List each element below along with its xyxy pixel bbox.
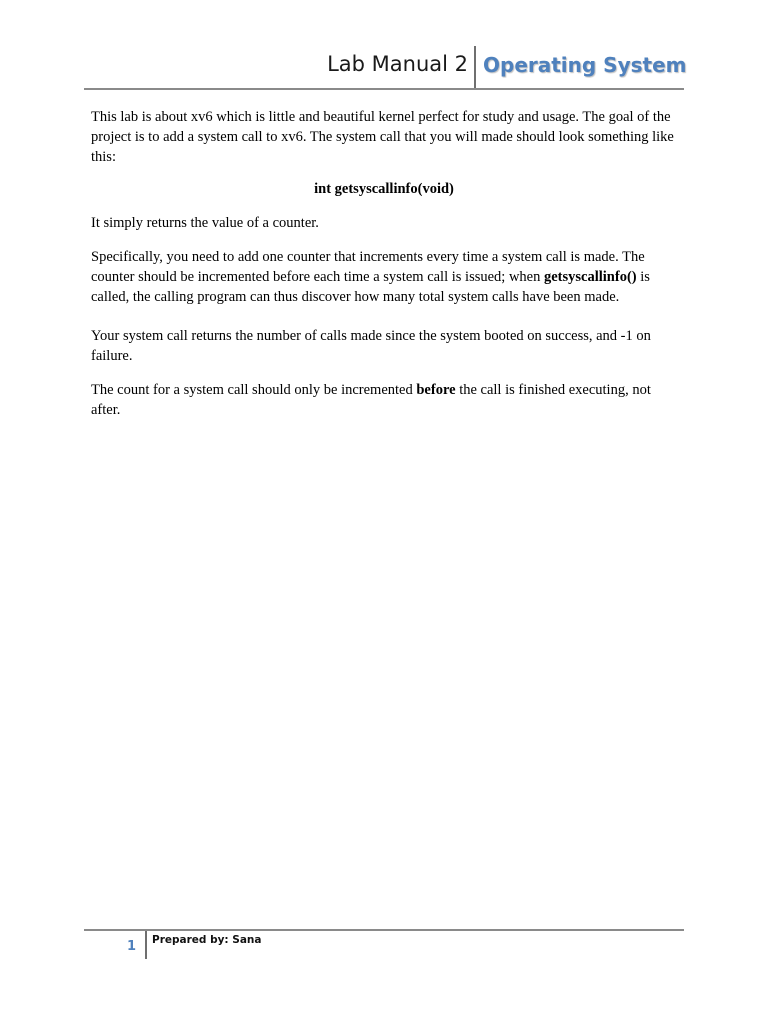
header-subject: Operating System xyxy=(483,53,687,77)
specification-text-before: Specifically, you need to add one counter that increments every time a system call is made. The counter should be incremented before each time a system call is issued; when xyxy=(91,249,645,285)
header-rule xyxy=(84,88,684,90)
specification-text-after: is called, the calling program can thus discover how many total system calls have been made. xyxy=(91,269,650,305)
count-timing-text-before: The count for a system call should only be incremented xyxy=(91,382,417,398)
count-timing-paragraph xyxy=(91,380,677,420)
prepared-by: Prepared by: Sana xyxy=(152,934,262,946)
counter-paragraph: It simply returns the value of a counter. xyxy=(91,215,319,231)
specification-function-name: getsyscallinfo() xyxy=(543,269,637,285)
footer-separator xyxy=(145,931,147,959)
header-separator xyxy=(474,46,476,88)
page-header xyxy=(84,44,687,90)
header-title: Lab Manual 2 xyxy=(327,52,468,76)
return-value-paragraph: Your system call returns the number of calls made since the system booted on success, and -1 on failure. xyxy=(91,328,651,364)
document-body xyxy=(91,107,677,420)
intro-paragraph: This lab is about xv6 which is little and beautiful kernel perfect for study and usage. The goal of the project is to add a system call to xv6. The system call that you will made should look something like this: xyxy=(91,109,674,165)
count-timing-emphasis: before xyxy=(416,382,456,398)
specification-paragraph xyxy=(91,247,677,307)
count-timing-text-after: the call is finished executing, not after. xyxy=(91,382,651,418)
page-number: 1 xyxy=(127,939,137,954)
syscall-signature: int getsyscallinfo(void) xyxy=(314,181,454,197)
